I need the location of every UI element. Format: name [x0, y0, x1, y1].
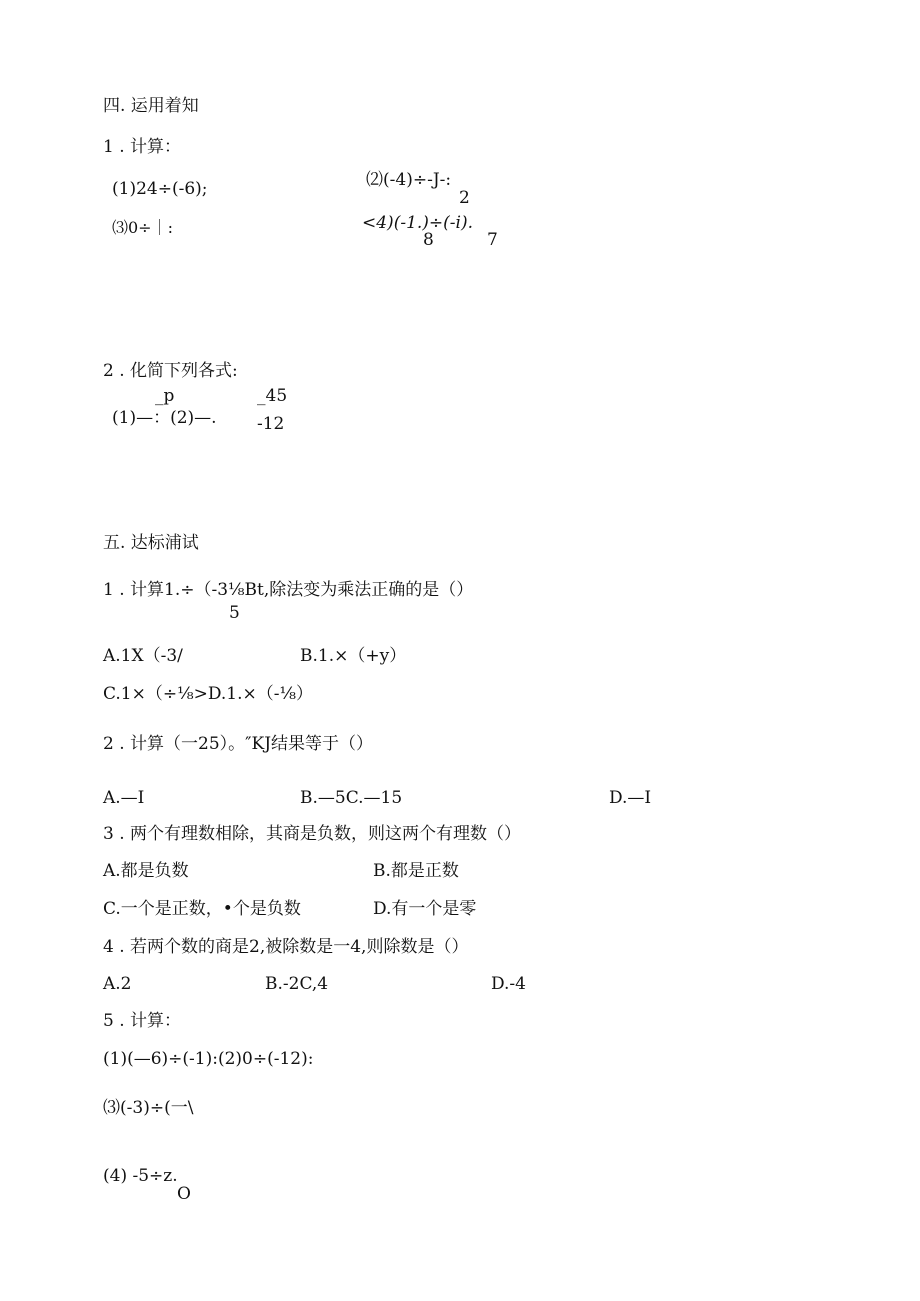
s4-q1-part4-denominator-1: 8: [423, 230, 434, 250]
s4-q1-part4-denominator-2: 7: [487, 230, 498, 250]
s5-q2-option-d: D.—I: [609, 788, 652, 808]
s4-q1-part2: ⑵(-4)÷-J-:: [366, 170, 452, 190]
s5-q2-text: 2 . 计算（一25）。″KJ结果等于（）: [103, 734, 374, 754]
s4-q2-fraction2-top: _45: [257, 386, 288, 406]
s4-q1-part1: (1)24÷(-6);: [112, 179, 208, 199]
s5-q3-option-a: A.都是负数: [103, 861, 189, 881]
s4-q2-line: (1)—：(2)—.: [112, 408, 217, 428]
s5-q3-text: 3 . 两个有理数相除，其商是负数，则这两个有理数（）: [103, 824, 522, 844]
s5-q1-text: 1 . 计算1.÷（-3⅛Bt,除法变为乘法正确的是（）: [103, 580, 474, 600]
s4-q2-label: 2 . 化简下列各式:: [103, 361, 238, 381]
s5-q4-option-a: A.2: [103, 974, 132, 994]
s5-q1-option-b: B.1.×（+y）: [300, 646, 407, 666]
s5-q4-text: 4 . 若两个数的商是2,被除数是一4,则除数是（）: [103, 937, 469, 957]
section-4-heading: 四. 运用着知: [103, 96, 199, 116]
s5-q5-label: 5 . 计算：: [103, 1011, 182, 1031]
s4-q2-fraction2-bottom: -12: [257, 414, 285, 434]
s5-q2-option-bc: B.—5C.—15: [300, 788, 403, 808]
s5-q4-option-bc: B.-2C,4: [265, 974, 329, 994]
s4-q1-part2-denominator: 2: [459, 188, 470, 208]
s4-q2-fraction1-top: _p: [155, 386, 175, 406]
s5-q3-option-b: B.都是正数: [373, 861, 459, 881]
s5-q1-subscript: 5: [229, 603, 240, 623]
s4-q1-part3: ⑶0÷｜:: [112, 218, 173, 237]
s5-q5-line2: ⑶(-3)÷(一\: [103, 1098, 194, 1118]
s5-q5-line1: (1)(—6)÷(-1):(2)0÷(-12):: [103, 1049, 314, 1069]
s5-q4-option-d: D.-4: [491, 974, 526, 994]
s5-q5-line3-subscript: O: [177, 1184, 191, 1204]
s5-q5-line3: (4) -5÷z.: [103, 1166, 178, 1186]
s5-q3-option-d: D.有一个是零: [373, 899, 477, 919]
s4-q1-part4: <4)(-1.)÷(-i).: [362, 213, 474, 233]
s5-q3-option-c: C.一个是正数，•个是负数: [103, 899, 301, 919]
s4-q1-label: 1 . 计算：: [103, 137, 182, 157]
s5-q1-option-cd: C.1×（÷⅛>D.1.×（-⅛）: [103, 684, 313, 704]
section-5-heading: 五. 达标浦试: [103, 533, 199, 553]
s5-q2-option-a: A.—I: [103, 788, 145, 808]
s5-q1-option-a: A.1X（-3/: [103, 646, 183, 666]
